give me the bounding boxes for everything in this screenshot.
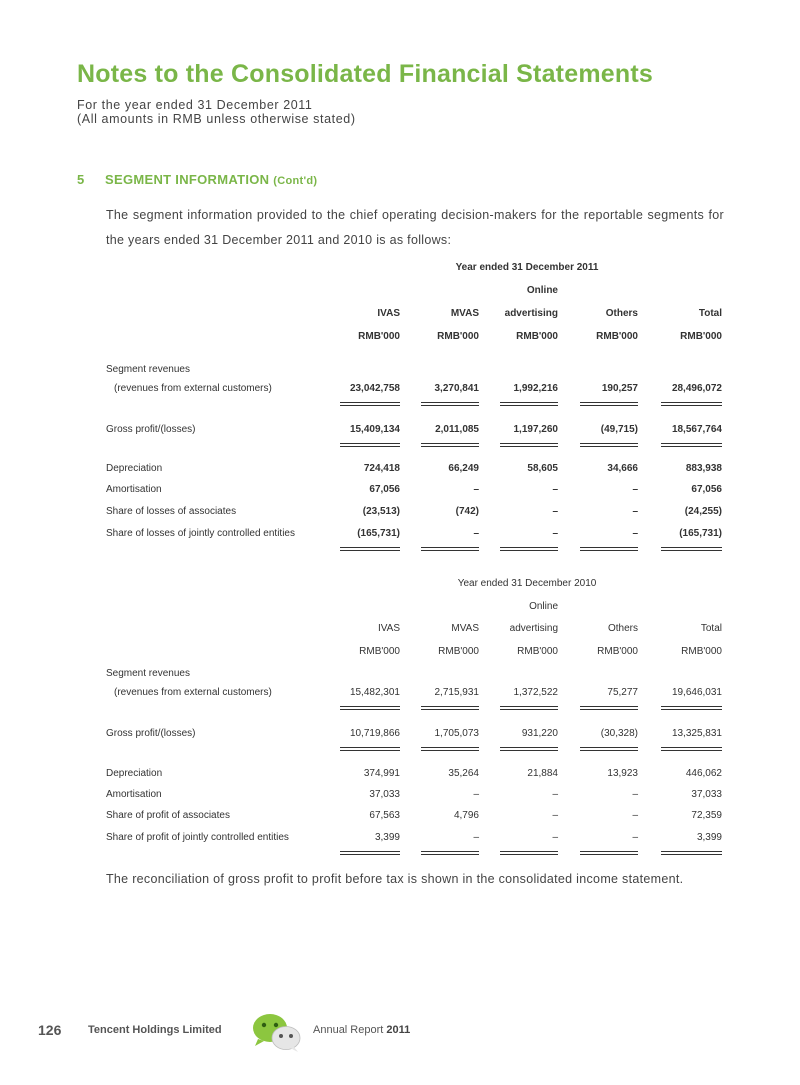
row-label: Share of losses of associates bbox=[106, 506, 237, 517]
table-cell: (165,731) bbox=[679, 528, 722, 539]
table-cell: 21,884 bbox=[527, 768, 558, 779]
row-label: Share of losses of jointly controlled entities bbox=[106, 528, 295, 539]
total-rule bbox=[661, 706, 722, 710]
table-cell: – bbox=[552, 810, 558, 821]
table-cell: 19,646,031 bbox=[671, 687, 722, 698]
column-header: Total bbox=[698, 308, 722, 319]
total-rule bbox=[661, 747, 722, 751]
table-cell: 35,264 bbox=[448, 768, 479, 779]
column-header: Others bbox=[605, 308, 638, 319]
total-rule bbox=[340, 547, 400, 551]
closing-paragraph: The reconciliation of gross profit to profit before tax is shown in the consolidated income statement. bbox=[106, 872, 684, 886]
row-label: Depreciation bbox=[106, 768, 163, 779]
total-rule bbox=[500, 851, 558, 855]
row-label: Gross profit/(losses) bbox=[106, 424, 196, 435]
section-heading bbox=[77, 172, 317, 187]
row-label: (revenues from external customers) bbox=[114, 383, 272, 394]
table-cell: 1,197,260 bbox=[513, 424, 558, 435]
column-header: advertising bbox=[504, 308, 558, 319]
total-rule bbox=[661, 443, 722, 447]
column-unit-row bbox=[106, 646, 726, 660]
row-label: Segment revenues bbox=[106, 364, 190, 375]
table-cell: 446,062 bbox=[685, 768, 722, 779]
total-rule bbox=[500, 747, 558, 751]
page-title: Notes to the Consolidated Financial Statements bbox=[77, 60, 653, 88]
total-rule bbox=[580, 547, 638, 551]
column-unit: RMB'000 bbox=[437, 331, 479, 342]
period-label: Year ended 31 December 2010 bbox=[457, 578, 597, 589]
column-header-row bbox=[106, 308, 726, 322]
column-header: IVAS bbox=[377, 308, 400, 319]
column-unit-row bbox=[106, 331, 726, 345]
total-rule bbox=[661, 851, 722, 855]
table-cell: 190,257 bbox=[601, 383, 638, 394]
total-rule bbox=[340, 706, 400, 710]
total-rule bbox=[500, 547, 558, 551]
table-cell: – bbox=[632, 484, 638, 495]
table-cell: (30,328) bbox=[600, 728, 638, 739]
total-rule bbox=[421, 851, 479, 855]
table-cell: 3,399 bbox=[696, 832, 722, 843]
table-row bbox=[106, 768, 726, 782]
total-rule bbox=[421, 443, 479, 447]
column-unit: RMB'000 bbox=[438, 646, 479, 657]
table-cell: (49,715) bbox=[600, 424, 638, 435]
table-cell: – bbox=[552, 528, 558, 539]
table-cell: 374,991 bbox=[363, 768, 400, 779]
table-cell: – bbox=[552, 484, 558, 495]
column-unit: RMB'000 bbox=[596, 331, 638, 342]
table-cell: 931,220 bbox=[521, 728, 558, 739]
row-label: Gross profit/(losses) bbox=[106, 728, 196, 739]
table-row bbox=[106, 728, 726, 742]
table-cell: 10,719,866 bbox=[349, 728, 400, 739]
table-cell: – bbox=[473, 789, 479, 800]
wechat-logo-icon bbox=[246, 1010, 308, 1054]
period-label: Year ended 31 December 2011 bbox=[455, 262, 599, 273]
table-cell: – bbox=[552, 832, 558, 843]
intro-paragraph: The segment information provided to the chief operating decision-makers for the reportable segments for the years ended 31 December 2011 and 2010 is as follows: bbox=[106, 208, 724, 247]
column-unit: RMB'000 bbox=[358, 331, 400, 342]
table-cell: 13,923 bbox=[607, 768, 638, 779]
report-label-text: Annual Report bbox=[313, 1024, 384, 1036]
row-label: Amortisation bbox=[106, 789, 162, 800]
table-row bbox=[106, 810, 726, 824]
column-unit: RMB'000 bbox=[680, 331, 722, 342]
table-cell: 28,496,072 bbox=[671, 383, 722, 394]
report-year: 2011 bbox=[386, 1024, 411, 1036]
table-cell: 23,042,758 bbox=[349, 383, 400, 394]
table-row bbox=[106, 832, 726, 846]
table-row bbox=[106, 668, 726, 682]
total-rule bbox=[500, 443, 558, 447]
row-label: Depreciation bbox=[106, 463, 163, 474]
table-cell: 67,056 bbox=[369, 484, 400, 495]
column-header: MVAS bbox=[451, 623, 479, 634]
table-cell: 1,992,216 bbox=[513, 383, 558, 394]
page-number: 126 bbox=[38, 1022, 62, 1038]
total-rule bbox=[421, 547, 479, 551]
table-row bbox=[106, 789, 726, 803]
table-period-header bbox=[106, 578, 726, 592]
column-header: MVAS bbox=[450, 308, 479, 319]
section-number: 5 bbox=[77, 172, 85, 187]
row-label: Share of profit of associates bbox=[106, 810, 230, 821]
table-cell: 15,409,134 bbox=[349, 424, 400, 435]
total-rule bbox=[421, 402, 479, 406]
table-cell: 2,715,931 bbox=[434, 687, 479, 698]
total-rule bbox=[500, 402, 558, 406]
table-cell: – bbox=[552, 506, 558, 517]
column-header: Total bbox=[700, 623, 722, 634]
total-rule bbox=[661, 547, 722, 551]
column-unit: RMB'000 bbox=[681, 646, 722, 657]
column-header-top-row bbox=[106, 601, 726, 615]
table-cell: (742) bbox=[455, 506, 479, 517]
column-header-top: Online bbox=[526, 285, 558, 296]
table-cell: – bbox=[632, 528, 638, 539]
row-label: Share of profit of jointly controlled entities bbox=[106, 832, 289, 843]
table-cell: (165,731) bbox=[357, 528, 400, 539]
table-cell: 3,399 bbox=[374, 832, 400, 843]
row-label: Segment revenues bbox=[106, 668, 190, 679]
table-row bbox=[106, 506, 726, 520]
table-cell: 37,033 bbox=[369, 789, 400, 800]
section-title: SEGMENT INFORMATION bbox=[105, 172, 270, 187]
table-cell: 66,249 bbox=[448, 463, 479, 474]
table-cell: 37,033 bbox=[691, 789, 722, 800]
segment-table-2011 bbox=[106, 262, 726, 562]
table-cell: – bbox=[632, 789, 638, 800]
total-rule bbox=[580, 851, 638, 855]
table-cell: – bbox=[473, 832, 479, 843]
total-rule bbox=[340, 851, 400, 855]
column-unit: RMB'000 bbox=[359, 646, 400, 657]
table-row bbox=[106, 364, 726, 378]
total-rule bbox=[580, 402, 638, 406]
table-cell: – bbox=[632, 832, 638, 843]
table-cell: – bbox=[552, 789, 558, 800]
column-header: IVAS bbox=[377, 623, 400, 634]
total-rule bbox=[340, 443, 400, 447]
table-cell: – bbox=[473, 528, 479, 539]
column-header: advertising bbox=[509, 623, 558, 634]
table-cell: 67,056 bbox=[691, 484, 722, 495]
total-rule bbox=[421, 747, 479, 751]
total-rule bbox=[580, 706, 638, 710]
column-header-row bbox=[106, 623, 726, 637]
table-cell: 58,605 bbox=[527, 463, 558, 474]
total-rule bbox=[340, 747, 400, 751]
total-rule bbox=[421, 706, 479, 710]
row-label: Amortisation bbox=[106, 484, 162, 495]
column-unit: RMB'000 bbox=[517, 646, 558, 657]
column-unit: RMB'000 bbox=[597, 646, 638, 657]
table-cell: – bbox=[632, 810, 638, 821]
table-cell: 75,277 bbox=[607, 687, 638, 698]
subtitle-currency-note: (All amounts in RMB unless otherwise stated) bbox=[77, 112, 356, 126]
table-cell: (24,255) bbox=[684, 506, 722, 517]
table-cell: 1,705,073 bbox=[434, 728, 479, 739]
table-cell: 4,796 bbox=[453, 810, 479, 821]
company-name: Tencent Holdings Limited bbox=[88, 1024, 222, 1036]
total-rule bbox=[661, 402, 722, 406]
table-cell: 2,011,085 bbox=[435, 424, 479, 435]
table-cell: 883,938 bbox=[685, 463, 722, 474]
segment-table-2010 bbox=[106, 578, 726, 868]
table-cell: 34,666 bbox=[607, 463, 638, 474]
subtitle-period: For the year ended 31 December 2011 bbox=[77, 98, 313, 112]
table-cell: 3,270,841 bbox=[434, 383, 479, 394]
column-header-top-row bbox=[106, 285, 726, 299]
table-row bbox=[106, 463, 726, 477]
table-row bbox=[106, 383, 726, 397]
table-cell: 724,418 bbox=[363, 463, 400, 474]
table-cell: 1,372,522 bbox=[513, 687, 558, 698]
total-rule bbox=[500, 706, 558, 710]
table-cell: – bbox=[632, 506, 638, 517]
table-row bbox=[106, 528, 726, 542]
column-header: Others bbox=[607, 623, 638, 634]
section-continued: (Cont'd) bbox=[273, 175, 318, 187]
column-header-top: Online bbox=[529, 601, 558, 612]
table-row bbox=[106, 687, 726, 701]
table-cell: 18,567,764 bbox=[671, 424, 722, 435]
table-row bbox=[106, 424, 726, 438]
table-cell: 72,359 bbox=[691, 810, 722, 821]
report-label bbox=[313, 1024, 410, 1036]
total-rule bbox=[580, 443, 638, 447]
table-period-header bbox=[106, 262, 726, 276]
total-rule bbox=[580, 747, 638, 751]
column-unit: RMB'000 bbox=[516, 331, 558, 342]
row-label: (revenues from external customers) bbox=[114, 687, 272, 698]
table-cell: 15,482,301 bbox=[349, 687, 400, 698]
table-row bbox=[106, 484, 726, 498]
total-rule bbox=[340, 402, 400, 406]
table-cell: 13,325,831 bbox=[671, 728, 722, 739]
table-cell: (23,513) bbox=[362, 506, 400, 517]
page-subtitle bbox=[77, 98, 356, 126]
table-cell: 67,563 bbox=[369, 810, 400, 821]
table-cell: – bbox=[473, 484, 479, 495]
